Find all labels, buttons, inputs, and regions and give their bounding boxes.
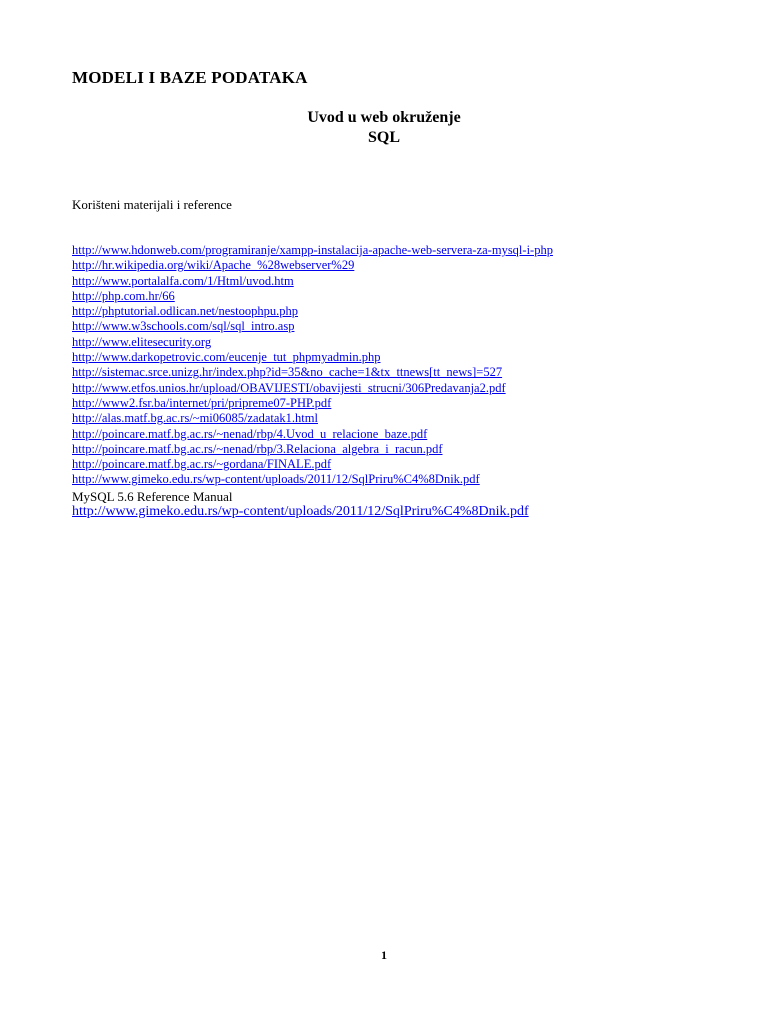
list-item — [72, 258, 553, 273]
list-item — [72, 319, 553, 334]
reference-link[interactable]: http://poincare.matf.bg.ac.rs/~gordana/FINALE.pdf — [72, 457, 332, 472]
list-item — [72, 472, 553, 487]
reference-link[interactable]: http://www2.fsr.ba/internet/pri/pripreme07-PHP.pdf — [72, 395, 332, 410]
list-item — [72, 304, 553, 319]
list-item — [72, 243, 553, 258]
list-item — [72, 274, 553, 289]
manual-title: MySQL 5.6 Reference Manual — [72, 489, 233, 504]
list-item — [72, 396, 553, 411]
references-heading: Korišteni materijali i reference — [72, 197, 232, 212]
list-item — [72, 365, 553, 380]
list-item — [72, 350, 553, 365]
reference-link[interactable]: http://poincare.matf.bg.ac.rs/~nenad/rbp/3.Relaciona_algebra_i_racun.pdf — [72, 441, 443, 456]
reference-link[interactable]: http://www.gimeko.edu.rs/wp-content/uploads/2011/12/SqlPriru%C4%8Dnik.pdf — [72, 472, 480, 487]
document-title: MODELI I BAZE PODATAKA — [72, 68, 308, 87]
list-item — [72, 289, 553, 304]
list-item — [72, 427, 553, 442]
list-item — [72, 442, 553, 457]
reference-link[interactable]: http://www.etfos.unios.hr/upload/OBAVIJESTI/obavijesti_strucni/306Predavanja2.pdf — [72, 380, 506, 395]
page-number: 1 — [381, 948, 387, 962]
reference-link[interactable]: http://www.portalalfa.com/1/Html/uvod.htm — [72, 273, 294, 288]
reference-list — [72, 243, 553, 488]
list-item — [72, 381, 553, 396]
reference-link[interactable]: http://www.elitesecurity.org — [72, 334, 212, 349]
reference-link[interactable]: http://www.hdonweb.com/programiranje/xampp-instalacija-apache-web-servera-za-mysql-i-php — [72, 243, 553, 257]
list-item — [72, 457, 553, 472]
subtitle-line-2: SQL — [367, 129, 400, 146]
manual-link[interactable]: http://www.gimeko.edu.rs/wp-content/uploads/2011/12/SqlPriru%C4%8Dnik.pdf — [72, 504, 529, 519]
list-item — [72, 335, 553, 350]
list-item — [72, 411, 553, 426]
reference-link[interactable]: http://alas.matf.bg.ac.rs/~mi06085/zadatak1.html — [72, 411, 318, 426]
reference-link[interactable]: http://hr.wikipedia.org/wiki/Apache_%28webserver%29 — [72, 258, 355, 273]
reference-link[interactable]: http://www.w3schools.com/sql/sql_intro.asp — [72, 319, 295, 334]
reference-link[interactable]: http://poincare.matf.bg.ac.rs/~nenad/rbp/4.Uvod_u_relacione_baze.pdf — [72, 426, 428, 441]
reference-link[interactable]: http://phptutorial.odlican.net/nestoophpu.php — [72, 304, 299, 319]
reference-link[interactable]: http://www.darkopetrovic.com/eucenje_tut_phpmyadmin.php — [72, 350, 381, 365]
subtitle-line-1: Uvod u web okruženje — [307, 109, 461, 126]
reference-link[interactable]: http://php.com.hr/66 — [72, 288, 175, 303]
reference-link[interactable]: http://sistemac.srce.unizg.hr/index.php?id=35&no_cache=1&tx_ttnews[tt_news]=527 — [72, 365, 503, 380]
